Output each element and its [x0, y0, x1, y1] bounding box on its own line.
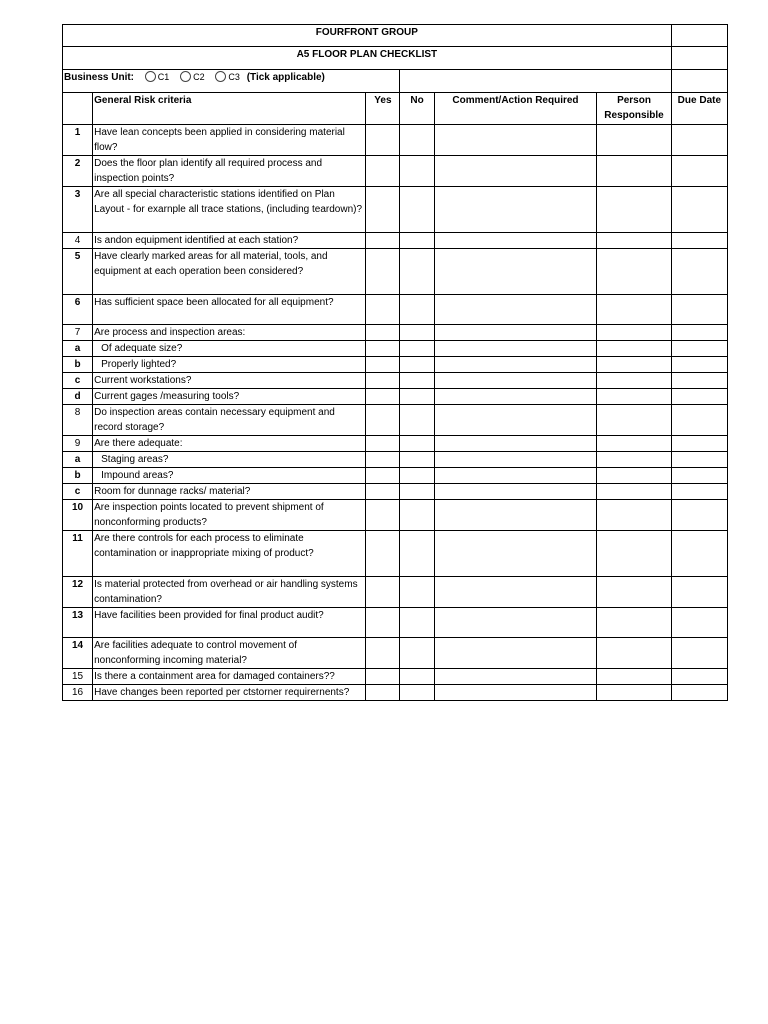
person-cell[interactable]	[597, 295, 671, 325]
row-number: 9	[63, 436, 93, 452]
question-text: Staging areas?	[93, 452, 366, 468]
yes-cell[interactable]	[366, 405, 400, 436]
checklist-row	[63, 249, 728, 295]
comment-header: Comment/Action Required	[434, 93, 597, 125]
yes-cell[interactable]	[366, 669, 400, 685]
person-cell[interactable]	[597, 669, 671, 685]
yes-cell[interactable]	[366, 373, 400, 389]
due-date-cell[interactable]	[671, 325, 727, 341]
header-blank-cell	[671, 25, 727, 47]
question-text: Are there controls for each process to eliminate contamination or inappropriate mixing of product?	[93, 531, 366, 577]
question-text: Impound areas?	[93, 468, 366, 484]
no-cell[interactable]	[400, 341, 434, 357]
comment-cell[interactable]	[434, 608, 597, 638]
checklist-row	[63, 187, 728, 233]
no-cell[interactable]	[400, 452, 434, 468]
yes-cell[interactable]	[366, 577, 400, 608]
checklist-row	[63, 468, 728, 484]
checklist-row	[63, 389, 728, 405]
checklist-table	[62, 24, 728, 701]
due-date-cell[interactable]	[671, 577, 727, 608]
row-number: a	[63, 452, 93, 468]
due-date-cell[interactable]	[671, 638, 727, 669]
yes-cell[interactable]	[366, 233, 400, 249]
question-text: Is andon equipment identified at each station?	[93, 233, 366, 249]
checklist-row	[63, 531, 728, 577]
no-cell[interactable]	[400, 405, 434, 436]
no-cell[interactable]	[400, 373, 434, 389]
yes-cell[interactable]	[366, 187, 400, 233]
person-cell[interactable]	[597, 468, 671, 484]
yes-cell[interactable]	[366, 249, 400, 295]
option-c1-label: C1	[157, 72, 170, 82]
question-text: Is material protected from overhead or air handling systems contamination?	[93, 577, 366, 608]
person-cell[interactable]	[597, 685, 671, 701]
due-date-cell[interactable]	[671, 125, 727, 156]
option-c3-label: C3	[228, 72, 240, 82]
row-number: 8	[63, 405, 93, 436]
yes-cell[interactable]	[366, 436, 400, 452]
question-text: Properly lighted?	[93, 357, 366, 373]
due-date-cell[interactable]	[671, 405, 727, 436]
person-cell[interactable]	[597, 452, 671, 468]
yes-cell[interactable]	[366, 341, 400, 357]
comment-cell[interactable]	[434, 452, 597, 468]
comment-cell[interactable]	[434, 484, 597, 500]
question-text: Current workstations?	[93, 373, 366, 389]
due-date-cell[interactable]	[671, 484, 727, 500]
due-date-cell[interactable]	[671, 373, 727, 389]
row-number: b	[63, 468, 93, 484]
due-date-cell[interactable]	[671, 249, 727, 295]
yes-cell[interactable]	[366, 357, 400, 373]
row-number: 10	[63, 500, 93, 531]
no-cell[interactable]	[400, 233, 434, 249]
comment-cell[interactable]	[434, 373, 597, 389]
radio-c2[interactable]	[180, 71, 191, 82]
due-date-cell[interactable]	[671, 531, 727, 577]
yes-cell[interactable]	[366, 156, 400, 187]
no-cell[interactable]	[400, 295, 434, 325]
business-unit-label: Business Unit:	[64, 72, 135, 83]
form-title: A5 FLOOR PLAN CHECKLIST	[63, 47, 672, 70]
checklist-row	[63, 685, 728, 701]
person-cell[interactable]	[597, 484, 671, 500]
criteria-header: General Risk criteria	[93, 93, 366, 125]
person-cell[interactable]	[597, 608, 671, 638]
due-date-cell[interactable]	[671, 468, 727, 484]
comment-cell[interactable]	[434, 468, 597, 484]
checklist-row	[63, 608, 728, 638]
comment-cell[interactable]	[434, 125, 597, 156]
no-header: No	[400, 93, 434, 125]
checklist-row	[63, 341, 728, 357]
row-number: 2	[63, 156, 93, 187]
question-text: Has sufficient space been allocated for all equipment?	[93, 295, 366, 325]
due-date-cell[interactable]	[671, 295, 727, 325]
no-cell[interactable]	[400, 669, 434, 685]
yes-cell[interactable]	[366, 452, 400, 468]
no-cell[interactable]	[400, 638, 434, 669]
checklist-row	[63, 325, 728, 341]
no-cell[interactable]	[400, 187, 434, 233]
question-text: Have facilities been provided for final product audit?	[93, 608, 366, 638]
person-cell[interactable]	[597, 638, 671, 669]
no-cell[interactable]	[400, 484, 434, 500]
question-text: Is there a containment area for damaged containers??	[93, 669, 366, 685]
person-cell[interactable]	[597, 500, 671, 531]
no-cell[interactable]	[400, 608, 434, 638]
checklist-row	[63, 357, 728, 373]
yes-cell[interactable]	[366, 295, 400, 325]
checklist-row	[63, 638, 728, 669]
person-cell[interactable]	[597, 357, 671, 373]
company-name: FOURFRONT GROUP	[63, 25, 672, 47]
no-cell[interactable]	[400, 125, 434, 156]
radio-c1[interactable]	[145, 71, 156, 82]
person-cell[interactable]	[597, 405, 671, 436]
due-date-header: Due Date	[671, 93, 727, 125]
person-cell[interactable]	[597, 325, 671, 341]
checklist-row	[63, 436, 728, 452]
person-cell[interactable]	[597, 389, 671, 405]
no-cell[interactable]	[400, 357, 434, 373]
comment-cell[interactable]	[434, 357, 597, 373]
row-number: 16	[63, 685, 93, 701]
comment-cell[interactable]	[434, 295, 597, 325]
checklist-row	[63, 156, 728, 187]
comment-cell[interactable]	[434, 531, 597, 577]
checklist-row	[63, 405, 728, 436]
yes-cell[interactable]	[366, 531, 400, 577]
person-cell[interactable]	[597, 577, 671, 608]
yes-cell[interactable]	[366, 468, 400, 484]
comment-cell[interactable]	[434, 389, 597, 405]
row-number: 4	[63, 233, 93, 249]
row-number: 6	[63, 295, 93, 325]
checklist-row	[63, 233, 728, 249]
comment-cell[interactable]	[434, 405, 597, 436]
checklist-row	[63, 669, 728, 685]
question-text: Have changes been reported per ctstorner requirernents?	[93, 685, 366, 701]
comment-cell[interactable]	[434, 156, 597, 187]
row-number: 15	[63, 669, 93, 685]
header-num-cell	[63, 93, 93, 125]
due-date-cell[interactable]	[671, 389, 727, 405]
business-unit-field	[63, 70, 400, 93]
person-cell[interactable]	[597, 531, 671, 577]
yes-cell[interactable]	[366, 389, 400, 405]
row-number: 11	[63, 531, 93, 577]
due-date-cell[interactable]	[671, 341, 727, 357]
due-date-cell[interactable]	[671, 156, 727, 187]
question-text: Are facilities adequate to control movement of nonconforming incoming material?	[93, 638, 366, 669]
no-cell[interactable]	[400, 249, 434, 295]
comment-cell[interactable]	[434, 249, 597, 295]
due-date-cell[interactable]	[671, 608, 727, 638]
business-unit-blank	[671, 70, 727, 93]
person-cell[interactable]	[597, 156, 671, 187]
due-date-cell[interactable]	[671, 357, 727, 373]
person-cell[interactable]	[597, 249, 671, 295]
comment-cell[interactable]	[434, 577, 597, 608]
due-date-cell[interactable]	[671, 233, 727, 249]
checklist-rows	[63, 125, 728, 701]
no-cell[interactable]	[400, 685, 434, 701]
checklist-row	[63, 577, 728, 608]
due-date-cell[interactable]	[671, 500, 727, 531]
question-text: Room for dunnage racks/ material?	[93, 484, 366, 500]
no-cell[interactable]	[400, 531, 434, 577]
question-text: Are inspection points located to prevent shipment of nonconforming products?	[93, 500, 366, 531]
due-date-cell[interactable]	[671, 436, 727, 452]
comment-cell[interactable]	[434, 685, 597, 701]
checklist-row	[63, 125, 728, 156]
person-cell[interactable]	[597, 233, 671, 249]
question-text: Have clearly marked areas for all material, tools, and equipment at each operation been considered?	[93, 249, 366, 295]
yes-cell[interactable]	[366, 484, 400, 500]
radio-c3[interactable]	[215, 71, 226, 82]
tick-applicable-note: (Tick applicable)	[246, 72, 325, 83]
business-unit-blank	[400, 70, 671, 93]
question-text: Does the floor plan identify all required process and inspection points?	[93, 156, 366, 187]
question-text: Do inspection areas contain necessary equipment and record storage?	[93, 405, 366, 436]
comment-cell[interactable]	[434, 187, 597, 233]
question-text: Are there adequate:	[93, 436, 366, 452]
comment-cell[interactable]	[434, 233, 597, 249]
comment-cell[interactable]	[434, 669, 597, 685]
row-number: 5	[63, 249, 93, 295]
row-number: c	[63, 484, 93, 500]
due-date-cell[interactable]	[671, 685, 727, 701]
row-number: 12	[63, 577, 93, 608]
no-cell[interactable]	[400, 156, 434, 187]
question-text: Are process and inspection areas:	[93, 325, 366, 341]
row-number: 3	[63, 187, 93, 233]
comment-cell[interactable]	[434, 341, 597, 357]
question-text: Are all special characteristic stations identified on Plan Layout - for exarnple all trace stations, (including teardown)?	[93, 187, 366, 233]
comment-cell[interactable]	[434, 436, 597, 452]
no-cell[interactable]	[400, 468, 434, 484]
row-number: c	[63, 373, 93, 389]
checklist-row	[63, 484, 728, 500]
yes-header: Yes	[366, 93, 400, 125]
checklist-row	[63, 452, 728, 468]
no-cell[interactable]	[400, 500, 434, 531]
checklist-row	[63, 295, 728, 325]
yes-cell[interactable]	[366, 638, 400, 669]
checklist-row	[63, 500, 728, 531]
no-cell[interactable]	[400, 577, 434, 608]
person-cell[interactable]	[597, 125, 671, 156]
yes-cell[interactable]	[366, 608, 400, 638]
no-cell[interactable]	[400, 389, 434, 405]
person-header: Person Responsible	[597, 93, 671, 125]
option-c2-label: C2	[193, 72, 205, 82]
yes-cell[interactable]	[366, 125, 400, 156]
question-text: Have lean concepts been applied in considering material flow?	[93, 125, 366, 156]
checklist-row	[63, 373, 728, 389]
question-text: Current gages /measuring tools?	[93, 389, 366, 405]
due-date-cell[interactable]	[671, 452, 727, 468]
yes-cell[interactable]	[366, 325, 400, 341]
row-number: 1	[63, 125, 93, 156]
row-number: 14	[63, 638, 93, 669]
row-number: d	[63, 389, 93, 405]
person-cell[interactable]	[597, 187, 671, 233]
comment-cell[interactable]	[434, 638, 597, 669]
question-text: Of adequate size?	[93, 341, 366, 357]
row-number: b	[63, 357, 93, 373]
row-number: a	[63, 341, 93, 357]
person-cell[interactable]	[597, 341, 671, 357]
comment-cell[interactable]	[434, 325, 597, 341]
person-cell[interactable]	[597, 436, 671, 452]
header-blank-cell	[671, 47, 727, 70]
person-cell[interactable]	[597, 373, 671, 389]
row-number: 7	[63, 325, 93, 341]
due-date-cell[interactable]	[671, 187, 727, 233]
no-cell[interactable]	[400, 436, 434, 452]
comment-cell[interactable]	[434, 500, 597, 531]
yes-cell[interactable]	[366, 500, 400, 531]
yes-cell[interactable]	[366, 685, 400, 701]
no-cell[interactable]	[400, 325, 434, 341]
row-number: 13	[63, 608, 93, 638]
due-date-cell[interactable]	[671, 669, 727, 685]
